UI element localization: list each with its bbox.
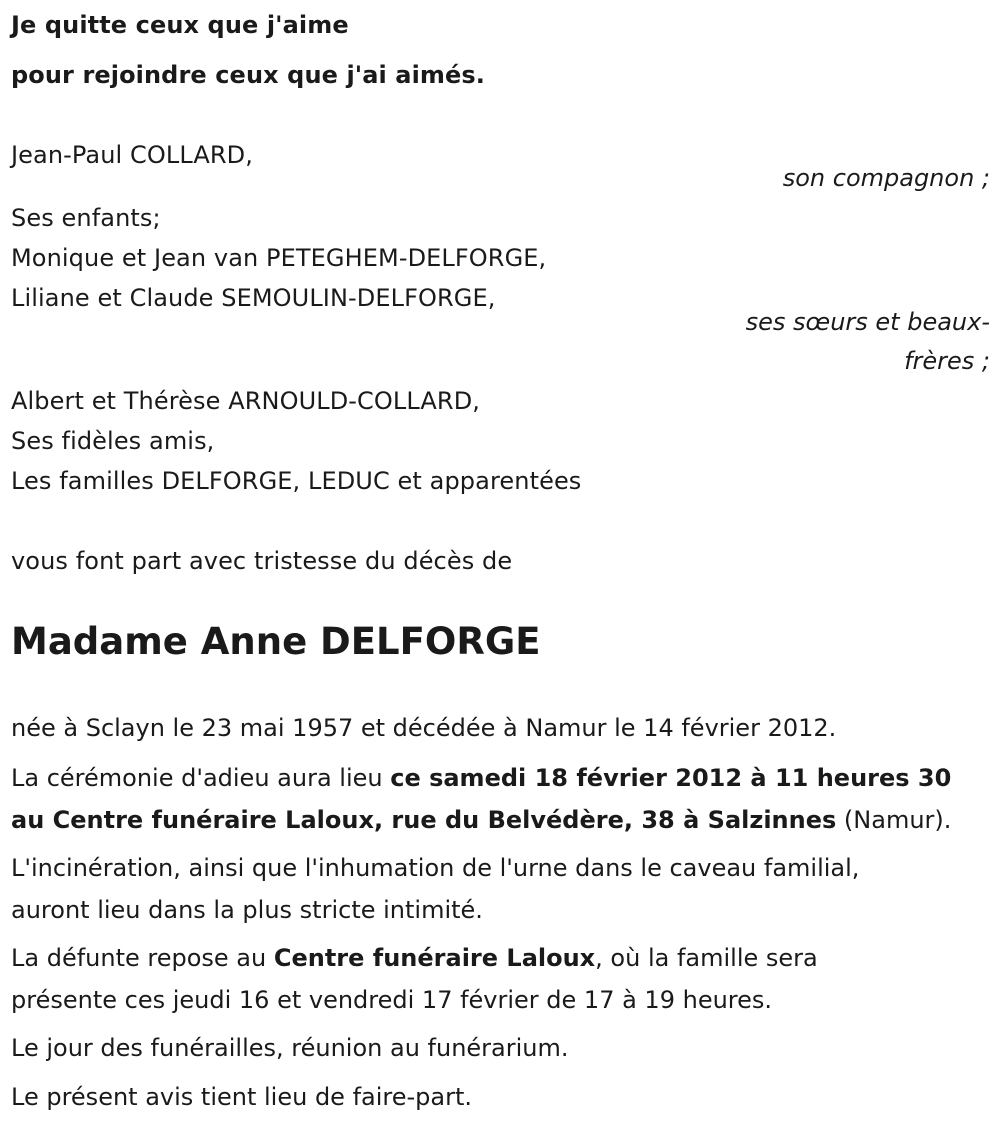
repose-line-1 [11, 937, 996, 979]
cremation-paragraph [11, 847, 996, 931]
ceremony-line-2 [11, 799, 996, 841]
child-1: Monique et Jean van PETEGHEM-DELFORGE, [11, 244, 547, 272]
children-label: Ses enfants; [11, 204, 161, 232]
birth-death-line [11, 707, 996, 749]
notice-line [11, 1076, 996, 1118]
repose-paragraph [11, 937, 996, 1021]
deceased-name: Madame Anne DELFORGE [11, 620, 541, 663]
epigraph-line-2: pour rejoindre ceux que j'ai aimés. [11, 61, 486, 89]
companion-role: son compagnon ; [782, 164, 990, 192]
epigraph-line-1: Je quitte ceux que j'aime [11, 11, 349, 39]
friends-line: Ses fidèles amis, [11, 427, 215, 455]
ceremony-date: ce samedi 18 février 2012 à 11 heures 30 [390, 764, 952, 792]
notice-text: Le présent avis tient lieu de faire-part. [11, 1083, 473, 1111]
repose-line-2: présente ces jeudi 16 et vendredi 17 février de 17 à 19 heures. [11, 986, 773, 1014]
siblings-role-line-2: frères ; [904, 347, 990, 375]
cremation-line-1: L'incinération, ainsi que l'inhumation de l'urne dans le caveau familial, [11, 854, 860, 882]
meeting-text: Le jour des funérailles, réunion au funérarium. [11, 1034, 569, 1062]
siblings-role-line-1: ses sœurs et beaux- [745, 308, 990, 336]
ceremony-paragraph [11, 757, 996, 841]
announcement: vous font part avec tristesse du décès de [11, 547, 513, 575]
child-2: Liliane et Claude SEMOULIN-DELFORGE, [11, 284, 496, 312]
ceremony-line-1 [11, 757, 996, 799]
ceremony-place: au Centre funéraire Laloux, rue du Belvédère, 38 à Salzinnes [11, 806, 837, 834]
birth-death-text: née à Sclayn le 23 mai 1957 et décédée à Namur le 14 février 2012. [11, 714, 837, 742]
repose-place: Centre funéraire Laloux [273, 944, 596, 972]
meeting-line [11, 1027, 996, 1069]
companion-name: Jean-Paul COLLARD, [11, 141, 253, 169]
ceremony-pre: La cérémonie d'adieu aura lieu [11, 764, 391, 792]
families-line: Les familles DELFORGE, LEDUC et apparentées [11, 467, 582, 495]
cremation-line-2: auront lieu dans la plus stricte intimité. [11, 896, 483, 924]
ceremony-post: (Namur). [836, 806, 952, 834]
repose-post: , où la famille sera [595, 944, 818, 972]
relative-1: Albert et Thérèse ARNOULD-COLLARD, [11, 387, 480, 415]
repose-pre: La défunte repose au [11, 944, 274, 972]
